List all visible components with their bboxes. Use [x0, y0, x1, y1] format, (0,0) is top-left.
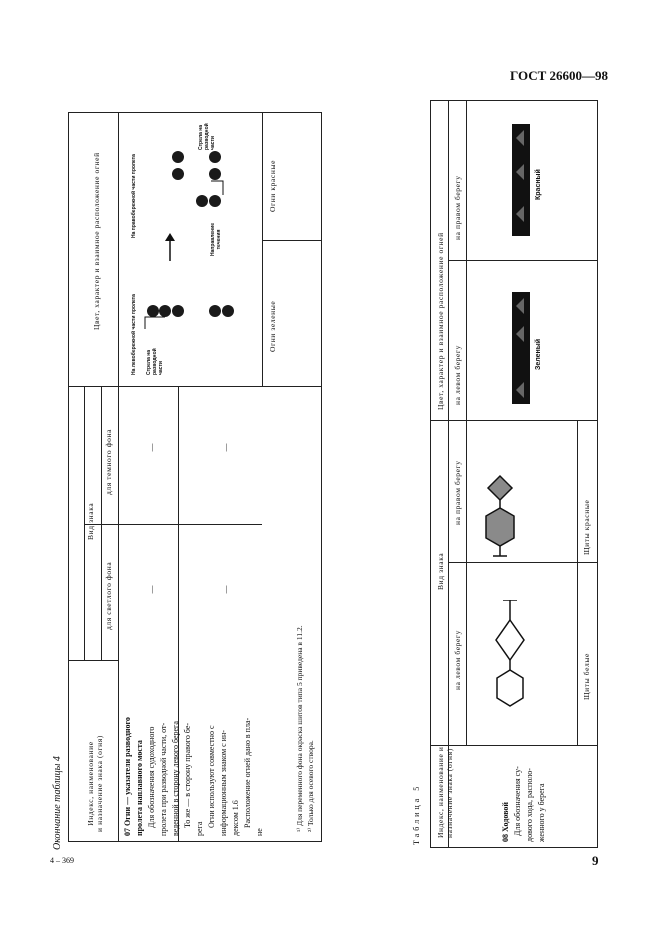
table4-dash-light-1: — [147, 585, 157, 594]
table4-dash-light-2: — [221, 585, 231, 594]
light-dot [172, 168, 184, 180]
table5-col-view: Вид знака [436, 552, 445, 590]
table4-footnotes: ¹⁾ Для переменного фона окраска шитов типа 5 приведена в 11.2. ²⁾ Только для осевого створа. [295, 625, 315, 832]
white-shields-label: Щиты белые [582, 653, 591, 700]
right-side-label: Стрела на разводной части [198, 123, 216, 150]
table5-row-description: 08 Ходовой Для обозначения су- дового хода, располо- женного у берега [501, 766, 546, 842]
table4-col-dark: для темного фона [104, 428, 113, 495]
table4-col-index: Индекс, наименование и назначение знака (огня) [86, 735, 104, 832]
red-shields-icon [470, 468, 550, 558]
print-mark: 4 – 369 [50, 856, 74, 865]
table5-col-left: на левом берегу [453, 630, 462, 690]
table5-caption: Таблица 5 [412, 783, 421, 845]
red-lights-label: Огни красные [268, 159, 277, 212]
page-number: 9 [592, 853, 599, 868]
light-dot [159, 305, 171, 317]
left-top-label: На левобережной части пролета [131, 294, 137, 375]
flow-arrow-icon [165, 233, 175, 241]
arrow-label: Направление течения [210, 222, 222, 256]
green-light-triangles-icon [512, 292, 530, 404]
table5-col-color-right: на правом берегу [453, 175, 462, 240]
light-dot [209, 168, 221, 180]
light-dot [222, 305, 234, 317]
table4-caption: Окончание таблицы 4 [52, 756, 63, 850]
light-dot [209, 151, 221, 163]
table4-col-light: для светлого фона [104, 561, 113, 630]
light-dot [209, 195, 221, 207]
light-dot [209, 305, 221, 317]
table4-col-color: Цвет, характер и взаимное расположение огней [92, 152, 101, 330]
table5-col-right: на правом берегу [453, 460, 462, 525]
lights-diagram [125, 115, 262, 383]
red-light-triangles-icon [512, 124, 530, 236]
table4-row-description: 07 Огни — указатели разводного пролета наплавного моста Для обозначения судоходного пролета при разводной части, от- веденной в сторону левого берега То же — в сторону правого бе- рега Огни используют совместно с информационным знаком с ин- дексом 1.6 Расположение огней дано в пла- не [123, 717, 264, 836]
green-light-label: Зеленый [535, 338, 542, 370]
table4-col-view: Вид знака [86, 502, 95, 540]
red-shields-label: Щиты красные [582, 499, 591, 555]
green-lights-label: Огни зеленые [268, 300, 277, 352]
document-header: ГОСТ 26600—98 [510, 68, 609, 83]
right-top-label: На правобережной части пролета [131, 154, 137, 238]
table5-col-index: Индекс, наименование и назначение знака (огня) [436, 746, 454, 838]
table5-col-color-left: на левом берегу [453, 345, 462, 405]
light-dot [196, 195, 208, 207]
table4-dash-dark-2: — [221, 443, 231, 452]
table4-dash-dark-1: — [147, 443, 157, 452]
red-light-label: Красный [535, 169, 542, 200]
light-dot [172, 305, 184, 317]
table5-col-color: Цвет, характер и взаимное расположение огней [436, 232, 445, 410]
left-side-label: Стрела на разводной части [146, 348, 164, 375]
light-dot [172, 151, 184, 163]
white-shields-icon [470, 600, 550, 710]
light-dot [147, 305, 159, 317]
